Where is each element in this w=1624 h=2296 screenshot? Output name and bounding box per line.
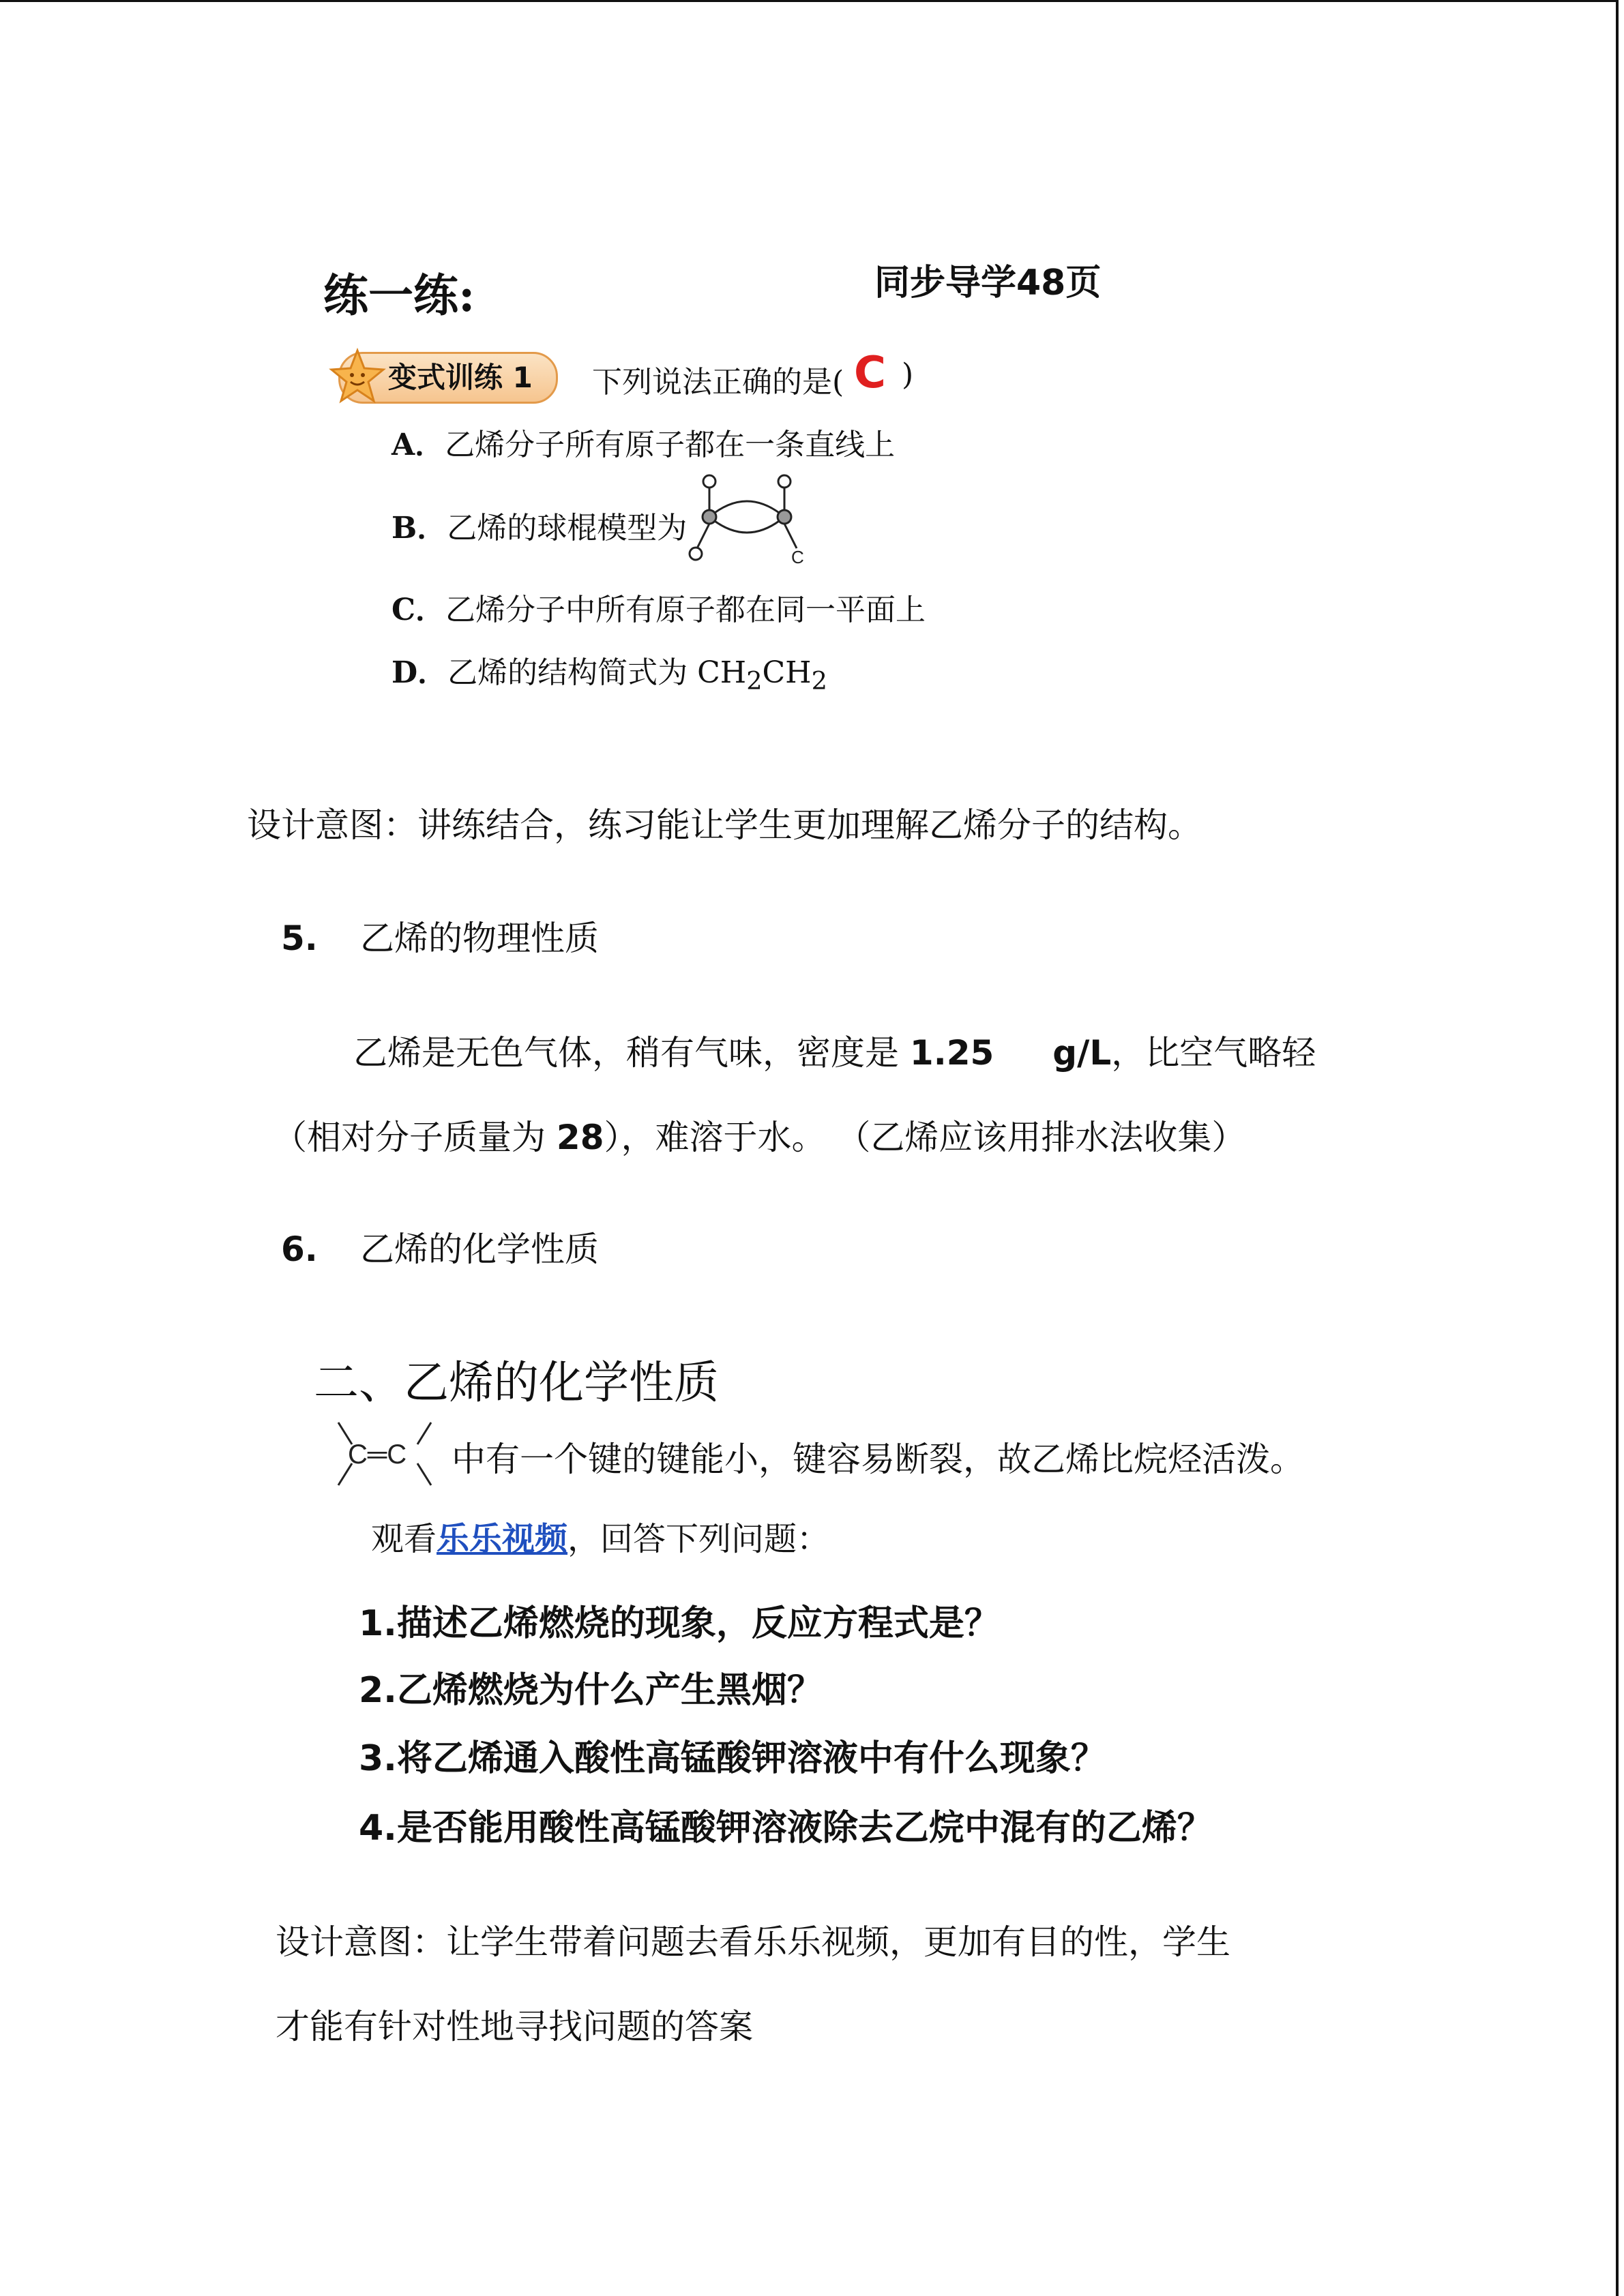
question-2: 2.乙烯燃烧为什么产生黑烟？ xyxy=(359,1670,823,1711)
carbon-double-bond-structure xyxy=(330,1418,439,1489)
option-letter: C． xyxy=(392,593,446,627)
option-letter: D． xyxy=(392,655,448,690)
question-stem: 下列说法正确的是( xyxy=(592,365,844,400)
section-title: 乙烯的物理性质 xyxy=(360,919,599,958)
section-6-heading xyxy=(281,1222,599,1271)
option-c xyxy=(392,585,926,629)
text: ，比空气略轻 xyxy=(1111,1033,1316,1073)
close-paren: ) xyxy=(902,357,914,392)
physical-properties-line-1 xyxy=(353,1026,1316,1075)
star-icon xyxy=(329,348,386,405)
lele-video-link[interactable]: 乐乐视频 xyxy=(437,1520,568,1558)
option-letter: A． xyxy=(392,428,445,462)
page-reference: 同步导学48页 xyxy=(874,263,1102,303)
text: 观看 xyxy=(371,1520,437,1558)
section-number: 6. xyxy=(281,1229,318,1269)
option-text: 乙烯分子中所有原子都在同一平面上 xyxy=(445,593,926,627)
section-number: 5. xyxy=(281,919,318,958)
option-text: 乙烯分子所有原子都在一条直线上 xyxy=(445,428,896,462)
text: ），难溶于水。 （乙烯应该用排水法收集） xyxy=(604,1118,1246,1157)
option-text-formula: CH xyxy=(762,655,812,690)
exercise-title: 练一练: xyxy=(323,269,475,322)
chemical-properties-heading: 二、乙烯的化学性质 xyxy=(314,1356,719,1409)
text: （相对分子质量为 xyxy=(273,1118,557,1157)
subscript: 2 xyxy=(811,666,827,696)
option-d xyxy=(392,648,827,696)
option-b xyxy=(392,503,687,547)
option-text: 乙烯的结构简式为 CH xyxy=(447,655,747,690)
bond-energy-text: 中有一个键的键能小，键容易断裂，故乙烯比烷烃活泼。 xyxy=(452,1440,1304,1479)
option-text: 乙烯的球棍模型为 xyxy=(447,511,688,546)
answer-letter: C xyxy=(854,348,886,398)
design-intent-1: 设计意图：讲练结合，练习能让学生更加理解乙烯分子的结构。 xyxy=(247,805,1202,845)
variant-training-badge: 变式训练 1 xyxy=(338,352,558,404)
question-4: 4.是否能用酸性高锰酸钾溶液除去乙烷中混有的乙烯？ xyxy=(359,1808,1213,1849)
option-a xyxy=(392,420,895,464)
density-unit: g/L xyxy=(1052,1033,1112,1073)
question-3: 3.将乙烯通入酸性高锰酸钾溶液中有什么现象？ xyxy=(359,1738,1106,1779)
density-value: 1.25 xyxy=(909,1033,994,1073)
question-1: 1.描述乙烯燃烧的现象，反应方程式是？ xyxy=(359,1603,1000,1644)
model-atom-label: C xyxy=(791,547,804,567)
design-intent-2-line-2: 才能有针对性地寻找问题的答案 xyxy=(276,2007,753,2046)
molecular-mass-value: 28 xyxy=(556,1118,604,1157)
option-letter: B． xyxy=(392,511,447,546)
design-intent-2-line-1: 设计意图：让学生带着问题去看乐乐视频，更加有目的性，学生 xyxy=(276,1922,1230,1962)
text: ，回答下列问题： xyxy=(567,1520,830,1558)
section-5-heading xyxy=(281,911,599,960)
subscript: 2 xyxy=(746,666,763,696)
text: 乙烯是无色气体，稍有气味，密度是 xyxy=(353,1033,910,1073)
watch-video-prompt xyxy=(371,1512,829,1560)
physical-properties-line-2 xyxy=(273,1110,1245,1159)
structure-label: C═C xyxy=(348,1440,407,1470)
ball-stick-model-image xyxy=(682,472,812,567)
section-title: 乙烯的化学性质 xyxy=(360,1229,599,1269)
